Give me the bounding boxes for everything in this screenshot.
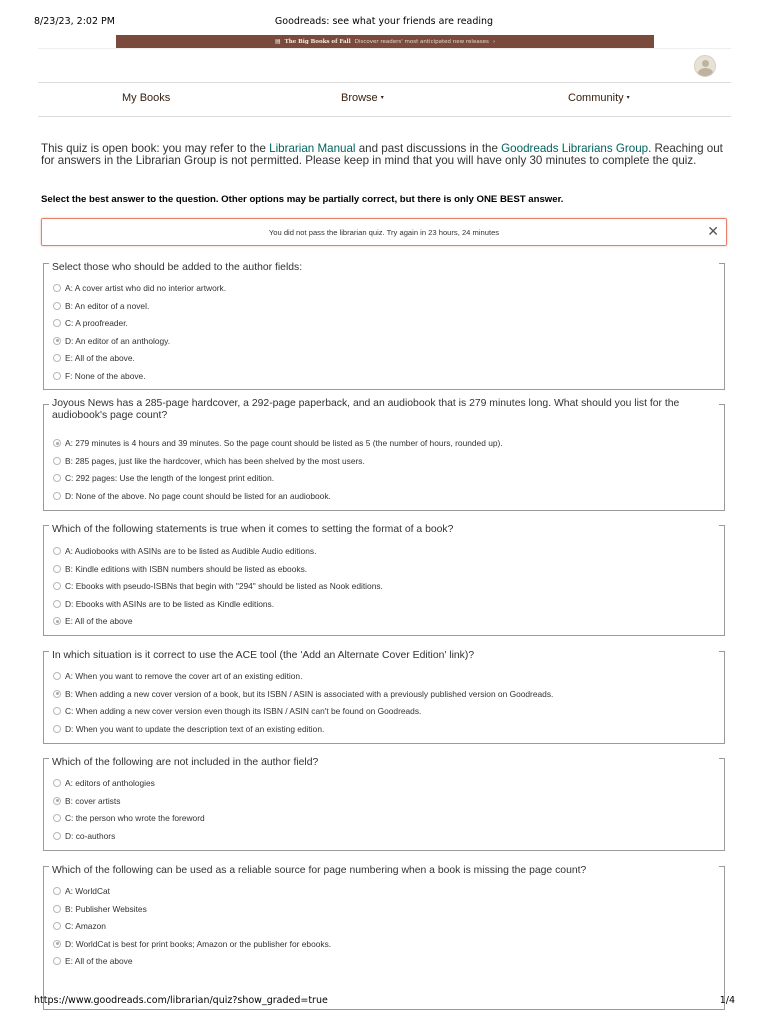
radio-button[interactable] [53,582,61,590]
radio-button[interactable] [53,905,61,913]
fieldset-corner-left [43,651,49,652]
nav-browse-label: Browse [341,92,378,104]
print-url: https://www.goodreads.com/librarian/quiz?show_graded=true [34,995,328,1006]
answer-option[interactable] [53,921,106,931]
answer-option-label: E: All of the above [65,956,133,966]
radio-button[interactable] [53,957,61,965]
answer-option[interactable] [53,564,307,574]
answer-option-label: B: 285 pages, just like the hardcover, which has been shelved by the most users. [65,455,365,466]
radio-button[interactable] [53,617,61,625]
radio-button[interactable] [53,302,61,310]
fieldset-corner-right [719,651,725,652]
answer-option[interactable] [53,336,170,346]
answer-option-label: F: None of the above. [65,370,146,381]
question-text: In which situation is it correct to use the ACE tool (the 'Add an Alternate Cover Edition' link)? [52,650,475,661]
answer-option-label: A: Audiobooks with ASINs are to be listed as Audible Audio editions. [65,546,317,556]
answer-option[interactable] [53,353,135,363]
main-navigation [38,82,731,117]
answer-option-label: D: None of the above. No page count should be listed for an audiobook. [65,490,331,501]
answer-option-label: A: 279 minutes is 4 hours and 39 minutes. So the page count should be listed as 5 (the number of hours, rounded up). [65,438,503,448]
fieldset-corner-right [719,404,725,405]
avatar-shoulders-shape [698,68,713,77]
quiz-instruction: Select the best answer to the question. Other options may be partially correct, but there is only ONE BEST answer. [41,194,564,205]
question-text: Which of the following statements is true when it comes to setting the format of a book? [52,524,454,535]
radio-button[interactable] [53,690,61,698]
answer-option[interactable] [53,283,226,293]
answer-option-label: A: editors of anthologies [65,778,155,788]
radio-button[interactable] [53,797,61,805]
answer-option-label: C: 292 pages: Use the length of the longest print edition. [65,473,275,483]
answer-option-label: A: A cover artist who did no interior artwork. [65,283,227,293]
radio-button[interactable] [53,354,61,362]
radio-button[interactable] [53,319,61,327]
answer-option[interactable] [53,724,324,734]
radio-button[interactable] [53,474,61,482]
answer-option-label: B: cover artists [65,795,121,806]
radio-button[interactable] [53,492,61,500]
answer-option-label: E: All of the above [65,616,133,626]
quiz-question [43,860,725,1010]
answer-option[interactable] [53,778,155,788]
answer-option-label: B: Kindle editions with ISBN numbers should be listed as ebooks. [65,563,308,574]
answer-option-label: C: When adding a new cover version even though its ISBN / ASIN can't be found on Goodreads. [65,706,422,716]
header-divider [38,48,731,49]
intro-text-3: . Reaching out for answers in the Librarian Group is not permitted. Please keep in mind that you will have only 30 minutes to complete the quiz. [41,142,723,168]
radio-button[interactable] [53,547,61,555]
quiz-intro [41,143,733,168]
nav-browse[interactable] [341,92,384,104]
answer-option-label: C: A proofreader. [65,318,128,328]
answer-option-label: B: When adding a new cover version of a book, but its ISBN / ASIN is associated with a previously published version on Goodreads. [65,688,554,699]
quiz-question [43,257,725,390]
radio-button[interactable] [53,707,61,715]
answer-option[interactable] [53,939,331,949]
quiz-question [43,752,725,851]
nav-community[interactable] [568,92,630,104]
question-text: Joyous News has a 285-page hardcover, a 292-page paperback, and an audiobook that is 279 minutes long. What should you list for the audiobook's page count? [51,398,718,421]
close-icon[interactable]: ✕ [707,223,719,239]
radio-button[interactable] [53,565,61,573]
print-header [0,16,768,30]
chevron-right-icon: › [492,38,496,45]
answer-option[interactable] [53,796,120,806]
answer-option[interactable] [53,904,147,914]
answer-option-label: D: When you want to update the description text of an existing edition. [65,723,325,734]
quiz-question [43,645,725,744]
nav-my-books-label: My Books [122,92,171,104]
radio-button[interactable] [53,337,61,345]
radio-button[interactable] [53,600,61,608]
answer-option[interactable] [53,473,274,483]
radio-button[interactable] [53,814,61,822]
librarian-manual-link[interactable]: Librarian Manual [269,142,356,155]
answer-option[interactable] [53,491,331,501]
answer-option-label: D: co-authors [65,830,116,841]
answer-option-label: D: WorldCat is best for print books; Amazon or the publisher for ebooks. [65,938,332,949]
radio-button[interactable] [53,284,61,292]
intro-text-2: and past discussions in the [355,142,502,155]
answer-option[interactable] [53,301,149,311]
answer-option-label: B: Publisher Websites [65,903,147,914]
alert-message: You did not pass the librarian quiz. Try again in 23 hours, 24 minutes [268,228,500,237]
fieldset-corner-left [43,866,49,867]
quiz-failed-alert [41,218,727,246]
answer-option[interactable] [53,671,302,681]
radio-button[interactable] [53,439,61,447]
answer-option[interactable] [53,689,553,699]
fieldset-corner-left [43,404,49,405]
intro-text-1: This quiz is open book: you may refer to the [41,142,270,155]
radio-button[interactable] [53,372,61,380]
fieldset-corner-right [719,758,725,759]
answer-option[interactable] [53,886,110,896]
radio-button[interactable] [53,922,61,930]
answer-option[interactable] [53,813,205,823]
promo-banner[interactable] [116,35,654,48]
answer-option[interactable] [53,318,128,328]
book-icon: ▤ [274,38,281,45]
chevron-down-icon: ▾ [626,95,630,101]
fieldset-corner-left [43,263,49,264]
fieldset-corner-left [43,525,49,526]
question-fieldset-border [43,758,725,851]
librarians-group-link[interactable]: Goodreads Librarians Group [501,142,649,155]
radio-button[interactable] [53,887,61,895]
question-text: Which of the following can be used as a reliable source for page numbering when a book is missing the page count? [52,865,587,876]
fieldset-corner-right [719,525,725,526]
nav-community-label: Community [568,92,624,104]
question-text: Which of the following are not included in the author field? [52,757,319,768]
quiz-question [43,398,725,511]
answer-option[interactable] [53,706,421,716]
answer-option-label: C: the person who wrote the foreword [65,813,205,823]
radio-button[interactable] [53,672,61,680]
answer-option[interactable] [53,956,133,966]
fieldset-corner-right [719,866,725,867]
radio-button[interactable] [53,725,61,733]
radio-button[interactable] [53,779,61,787]
radio-button[interactable] [53,457,61,465]
print-page-title: Goodreads: see what your friends are reading [274,16,494,27]
radio-button[interactable] [53,832,61,840]
fieldset-corner-left [43,758,49,759]
answer-option-label: A: WorldCat [65,886,110,896]
avatar-head-shape [702,60,709,67]
answer-option[interactable] [53,831,115,841]
answer-option-label: C: Ebooks with pseudo-ISBNs that begin with "294" should be listed as Nook editions. [65,581,383,591]
answer-option[interactable] [53,371,146,381]
answer-option-label: D: An editor of an anthology. [65,335,171,346]
radio-button[interactable] [53,940,61,948]
fieldset-corner-right [719,263,725,264]
answer-option[interactable] [53,456,365,466]
user-avatar[interactable] [694,55,716,77]
answer-option[interactable] [53,581,383,591]
print-page-number: 1/4 [719,995,735,1006]
nav-my-books[interactable] [122,92,170,104]
answer-option-label: D: Ebooks with ASINs are to be listed as Kindle editions. [65,598,275,609]
print-datetime: 8/23/23, 2:02 PM [34,16,115,27]
answer-option-label: E: All of the above. [65,353,135,363]
question-text: Select those who should be added to the author fields: [52,262,303,273]
answer-option[interactable] [53,438,503,448]
answer-option[interactable] [53,616,133,626]
answer-option-label: A: When you want to remove the cover art of an existing edition. [65,671,303,681]
banner-title: The Big Books of Fall [284,38,351,45]
chevron-down-icon: ▾ [380,95,384,101]
answer-option-label: B: An editor of a novel. [65,300,150,311]
answer-option-label: C: Amazon [65,921,106,931]
banner-subtitle: Discover readers' most anticipated new releases [354,38,489,45]
quiz-question [43,519,725,636]
answer-option[interactable] [53,546,316,556]
print-footer [0,995,768,1007]
answer-option[interactable] [53,599,274,609]
